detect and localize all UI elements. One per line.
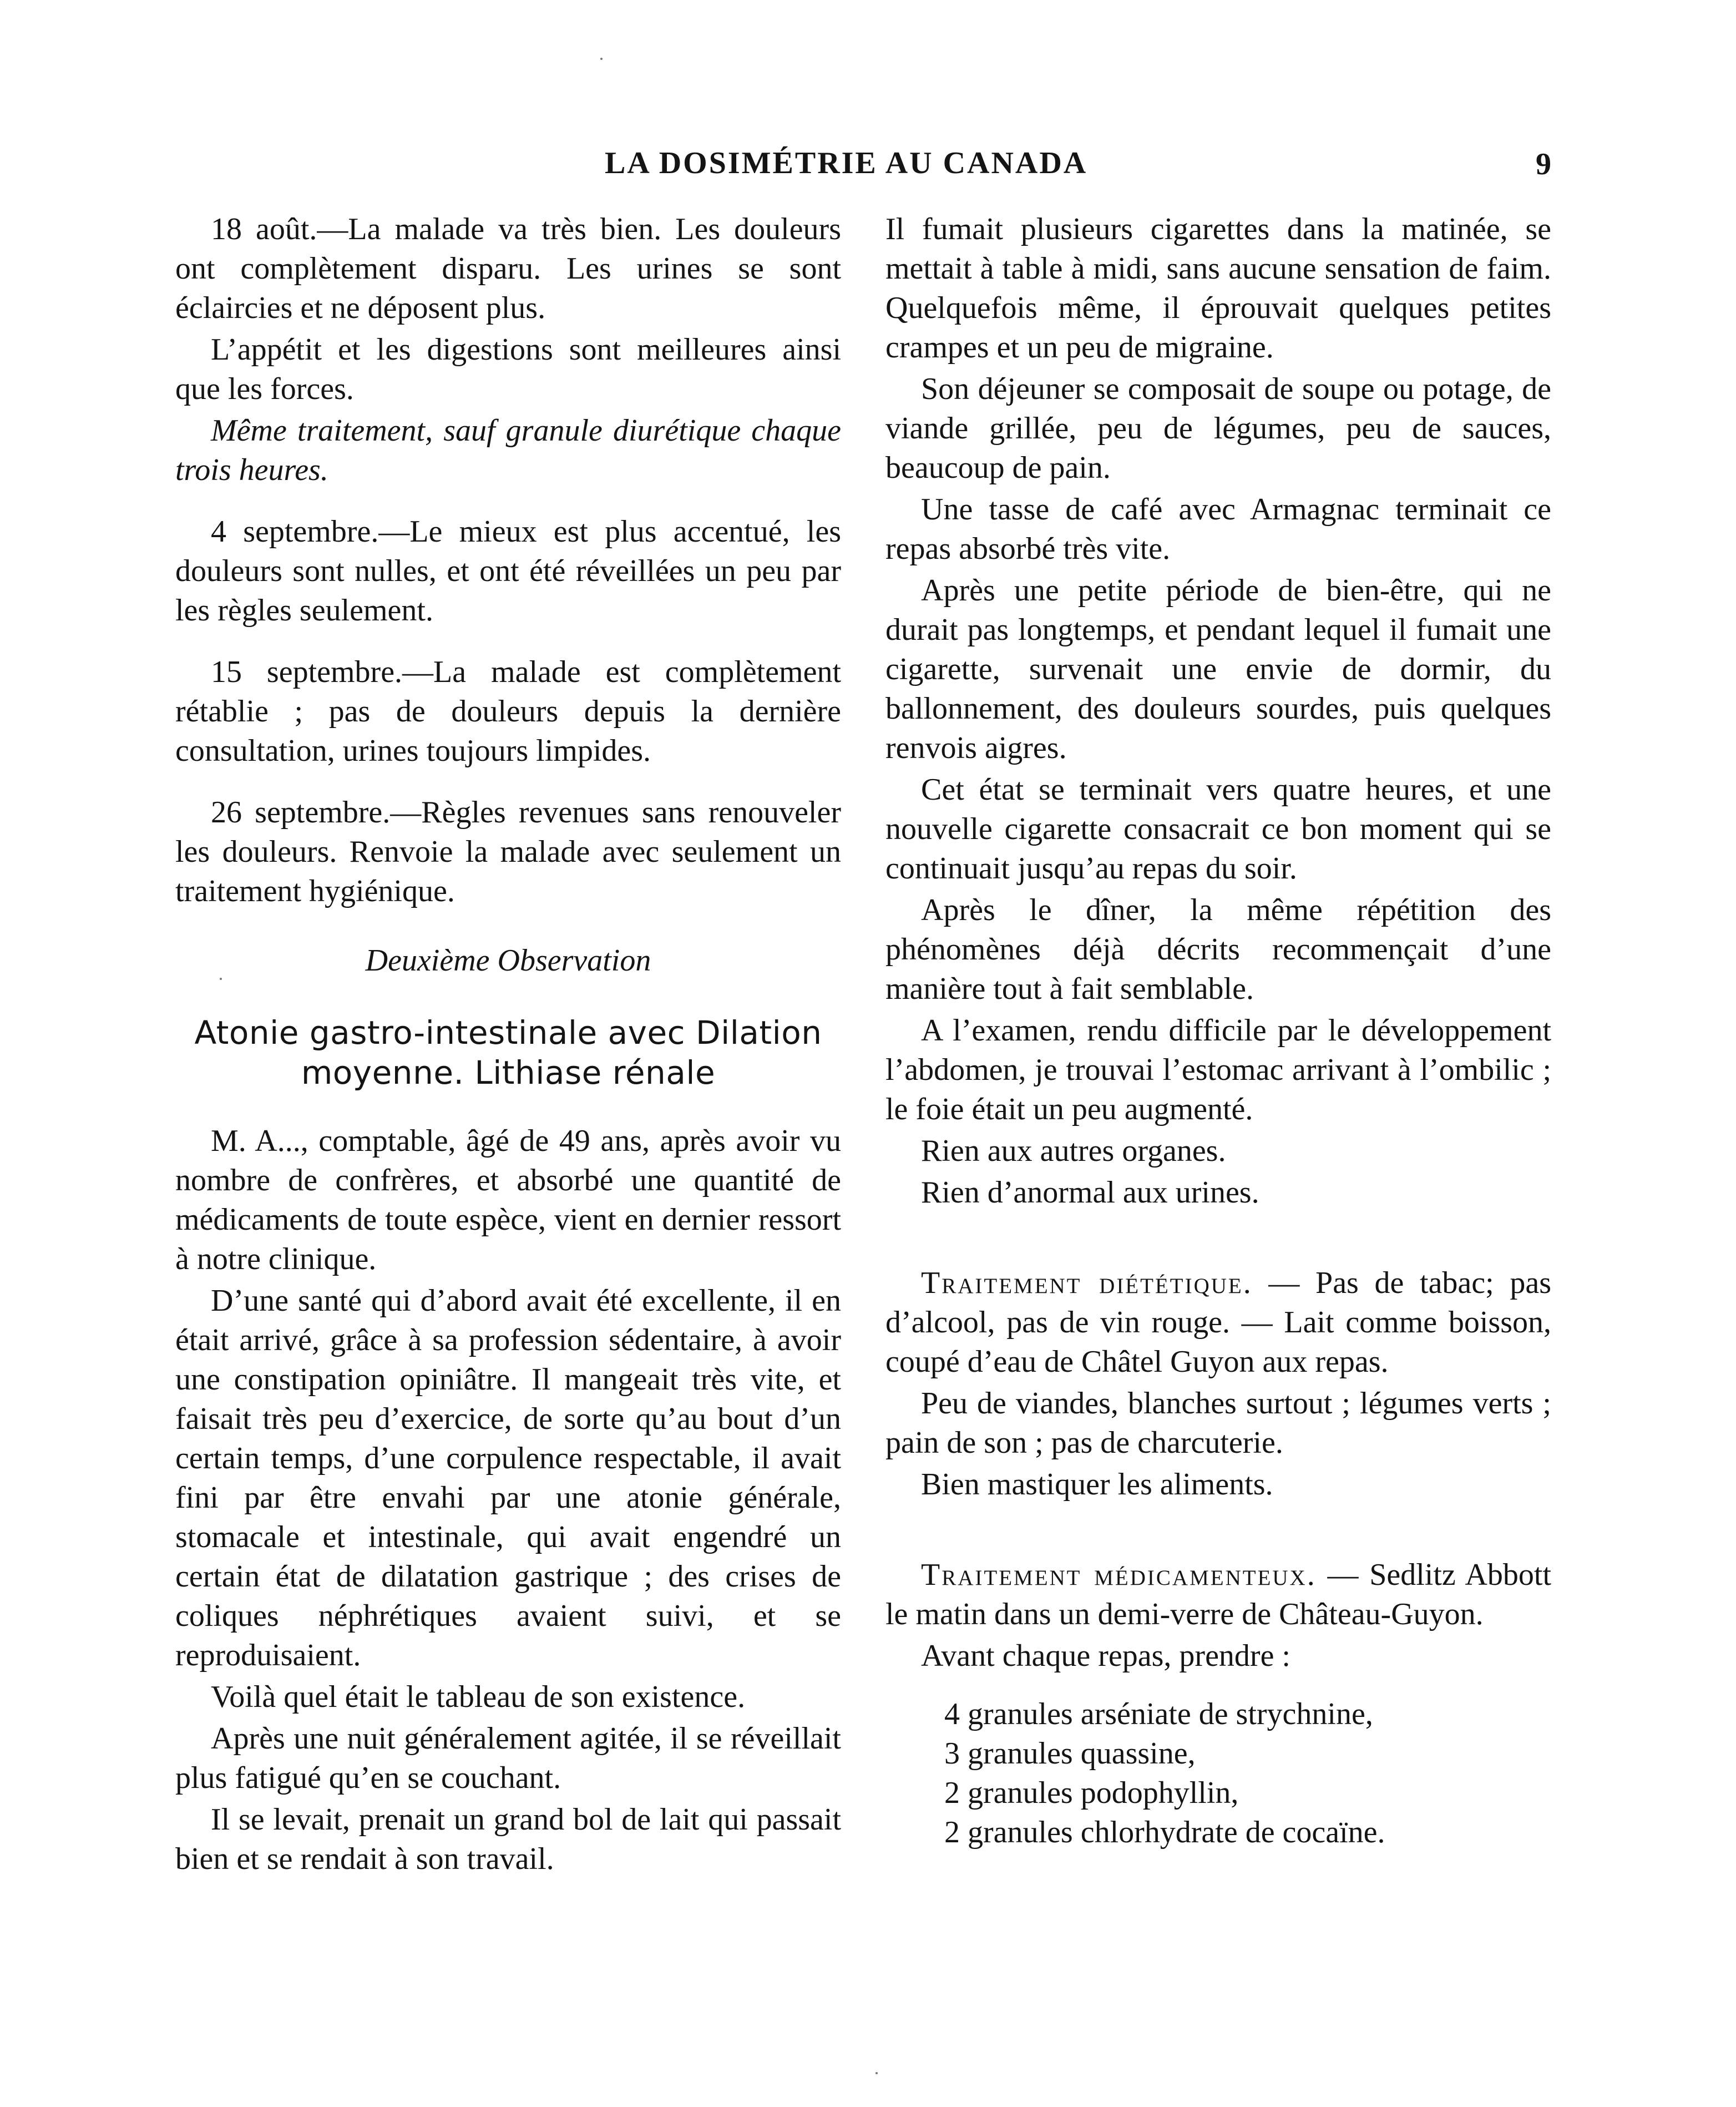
paragraph: M. A..., comptable, âgé de 49 ans, après avoir vu nombre de confrères, et absorbé une quantité de médicaments de toute espèce, vient en dernier ressort à notre clinique.	[175, 1124, 841, 1276]
paragraph: A l’examen, rendu difficile par le développement l’abdomen, je trouvai l’estomac arrivant à l’ombilic ; le foie était un peu augmenté.	[885, 1013, 1551, 1126]
paragraph: Rien d’anormal aux urines.	[921, 1175, 1259, 1210]
paragraph: Il se levait, prenait un grand bol de lait qui passait bien et se rendait à son travail.	[175, 1802, 841, 1876]
section-title	[175, 1013, 841, 1093]
dose-item: 2 granules podophyllin,	[944, 1776, 1239, 1810]
paragraph: Après une nuit généralement agitée, il se réveillait plus fatigué qu’en se couchant.	[175, 1721, 841, 1795]
scan-speck	[600, 58, 603, 60]
paragraph: 18 août.—La malade va très bien. Les douleurs ont complètement disparu. Les urines se sont éclaircies et ne déposent plus.	[175, 212, 841, 325]
treatment-note: Même traitement, sauf granule diurétique chaque trois heures.	[175, 413, 841, 487]
left-column	[175, 210, 841, 1879]
medication-treatment-text: — Sedlitz Abbott le matin dans un demi-verre de Château-Guyon.	[885, 1558, 1551, 1631]
paragraph: Son déjeuner se composait de soupe ou potage, de viande grillée, peu de légumes, peu de sauces, beaucoup de pain.	[885, 372, 1551, 485]
paragraph: Après une petite période de bien-être, qui ne durait pas longtemps, et pendant lequel il fumait une cigarette, survenait une envie de dormir, du ballonnement, des douleurs sourdes, puis quelques renvois aigres.	[885, 573, 1551, 765]
paragraph: L’appétit et les digestions sont meilleures ainsi que les forces.	[175, 332, 841, 406]
diet-treatment	[885, 1264, 1551, 1382]
dose-item: 3 granules quassine,	[944, 1736, 1196, 1771]
paragraph: Cet état se terminait vers quatre heures, et une nouvelle cigarette consacrait ce bon moment qui se continuait jusqu’au repas du soir.	[885, 772, 1551, 886]
medication-treatment	[885, 1555, 1551, 1634]
paragraph: 4 septembre.—Le mieux est plus accentué, les douleurs sont nulles, et ont été réveillées un peu par les règles seulement.	[175, 514, 841, 628]
right-column	[885, 210, 1551, 1852]
paragraph: Bien mastiquer les aliments.	[921, 1467, 1273, 1502]
paragraph: Avant chaque repas, prendre :	[921, 1639, 1290, 1673]
diet-treatment-text: — Pas de tabac; pas d’alcool, pas de vin rouge. — Lait comme boisson, coupé d’eau de Châtel Guyon aux repas.	[885, 1266, 1551, 1379]
scan-speck	[875, 2072, 878, 2074]
section-title-line: moyenne. Lithiase rénale	[301, 1054, 716, 1092]
running-title: LA DOSIMÉTRIE AU CANADA	[605, 146, 1088, 180]
paragraph: Voilà quel était le tableau de son existence.	[211, 1680, 746, 1714]
paragraph: D’une santé qui d’abord avait été excellente, il en était arrivé, grâce à sa profession sédentaire, à avoir une constipation opiniâtre. Il mangeait très vite, et faisait très peu d’exercice, de sorte qu’au bout d’un certain temps, d’une corpulence respectable, il avait fini par être envahi par une atonie générale, stomacale et intestinale, qui avait engendré un certain état de dilatation gastrique ; des crises de coliques néphrétiques avaient suivi, et se reproduisaient.	[175, 1284, 841, 1673]
diet-treatment-label: Traitement diététique.	[921, 1266, 1253, 1300]
section-title-line: Atonie gastro-intestinale avec Dilation	[194, 1014, 822, 1052]
paragraph: 26 septembre.—Règles revenues sans renouveler les douleurs. Renvoie la malade avec seulement un traitement hygiénique.	[175, 795, 841, 908]
page-number: 9	[1536, 147, 1551, 181]
medication-treatment-label: Traitement médicamenteux.	[921, 1558, 1317, 1592]
dose-list	[885, 1695, 1551, 1852]
dose-item: 2 granules chlorhydrate de cocaïne.	[944, 1815, 1385, 1850]
paragraph: Il fumait plusieurs cigarettes dans la matinée, se mettait à table à midi, sans aucune sensation de faim. Quelquefois même, il éprouvait quelques petites crampes et un peu de migraine.	[885, 212, 1551, 365]
paragraph: Rien aux autres organes.	[921, 1134, 1226, 1168]
paragraph: Après le dîner, la même répétition des phénomènes déjà décrits recommençait d’une manière tout à fait semblable.	[885, 893, 1551, 1006]
paragraph: Une tasse de café avec Armagnac terminait ce repas absorbé très vite.	[885, 492, 1551, 566]
paragraph: 15 septembre.—La malade est complètement rétablie ; pas de douleurs depuis la dernière consultation, urines toujours limpides.	[175, 655, 841, 768]
observation-subheading: Deuxième Observation	[365, 943, 651, 978]
page-header	[0, 145, 1736, 190]
dose-item: 4 granules arséniate de strychnine,	[944, 1697, 1373, 1731]
paragraph: Peu de viandes, blanches surtout ; légumes verts ; pain de son ; pas de charcuterie.	[885, 1386, 1551, 1460]
